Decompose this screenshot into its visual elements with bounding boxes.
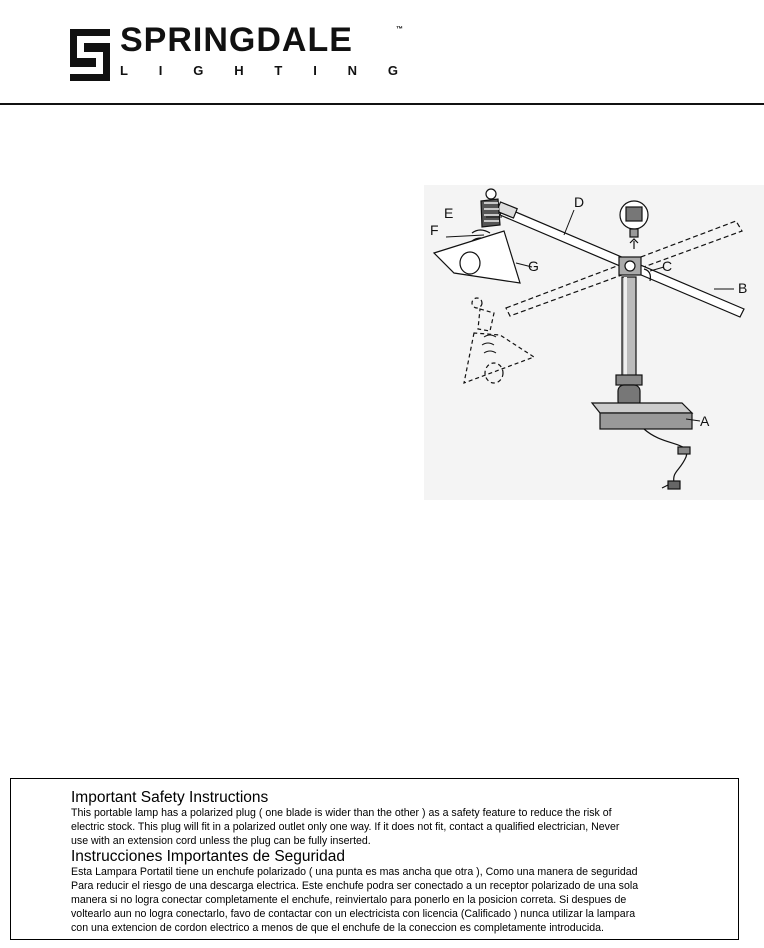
label-d: D <box>574 194 585 210</box>
safety-title-en: Important Safety Instructions <box>71 789 269 806</box>
lamp-assembly-diagram <box>424 185 764 500</box>
logo-letter: N <box>347 63 358 78</box>
label-b: B <box>738 280 748 296</box>
safety-line-es: Esta Lampara Portatil tiene un enchufe polarizado ( una punta es mas ancha que otra ), Como una manera de seguridad <box>71 866 638 878</box>
lamp-base <box>592 403 692 429</box>
logo-letter: G <box>387 63 398 78</box>
logo-letter: L <box>120 63 128 78</box>
springdale-s-mark-icon <box>70 29 110 81</box>
safety-line-en: This portable lamp has a polarized plug ( one blade is wider than the other ) as a safety feature to reduce the risk of <box>71 807 612 819</box>
logo-letter: I <box>158 63 163 78</box>
safety-line-es: Para reducir el riesgo de una descarga electrica. Este enchufe podra ser conectado a un receptor polarizado de una sola <box>71 880 639 892</box>
label-f: F <box>430 222 439 238</box>
label-g: G <box>528 258 539 274</box>
safety-line-es: manera si no logra conectar completamente el enchufe, reinviertalo para ponerlo en la posicion correta. Si despues de <box>71 894 627 906</box>
safety-instructions-box <box>10 778 739 940</box>
trademark-symbol: ™ <box>396 26 403 33</box>
label-c: C <box>662 258 673 274</box>
label-e: E <box>444 205 454 221</box>
safety-line-es: voltearlo aun no logra conectarlo, favo de contactar con un electricista con licencia (Calificado ) nunca utilizar la lampara <box>71 908 636 920</box>
safety-line-en: use with an extension cord unless the plug can be fully inserted. <box>71 835 371 847</box>
safety-line-es: con una extencion de cordon electrico a menos de que el enchufe de la coneccion es completamente introducida. <box>71 922 604 934</box>
safety-line-en: electric stock. This plug will fit in a polarized outlet only one way. If it does not fit, contact a qualified electrician, Never <box>71 821 620 833</box>
logo-letter: I <box>313 63 317 78</box>
logo-subtitle <box>120 63 398 78</box>
logo-wordmark: SPRINGDALE <box>120 21 353 59</box>
logo-letter: G <box>193 63 204 78</box>
logo-letter: T <box>274 63 283 78</box>
logo-letter: H <box>234 63 244 78</box>
label-a: A <box>700 413 710 429</box>
safety-title-es: Instrucciones Importantes de Seguridad <box>71 848 345 865</box>
springdale-logo <box>58 22 418 88</box>
header-divider <box>0 103 764 105</box>
